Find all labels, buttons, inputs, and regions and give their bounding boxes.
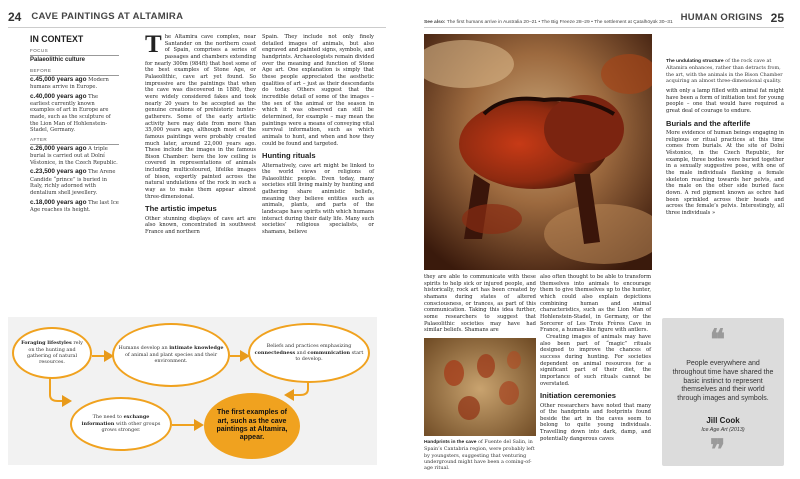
column-1 — [145, 31, 256, 236]
quote-text: People everywhere and throughout time have shared the basic instinct to represent themselves and their world through images and symbols. — [672, 360, 774, 402]
right-running-head: HUMAN ORIGINS — [680, 12, 763, 24]
paragraph: they are able to communicate with these spirits to help sick or injured people, and historically, rock art has been created by shamans during states of altered consciousness, or trances, as part of this communication. Taking this idea further, some researchers to suggest that Palaeolithic societies may have had similar beliefs. Shamans are — [424, 274, 536, 334]
flowchart — [8, 317, 377, 465]
in-context-title: IN CONTEXT — [30, 34, 84, 44]
quote-source: Ice Age Art (2013) — [701, 427, 745, 433]
handprints-photo — [424, 338, 536, 436]
flow-node-first-art: The first examples of art, such as the cave paintings at Altamira, appear. — [204, 393, 300, 459]
see-also-label: See also: — [424, 19, 446, 25]
flow-node-knowledge: Humans develop an intimate knowledge of animal and plant species and their environment. — [112, 323, 230, 387]
open-quote-icon: ❝ — [710, 323, 726, 356]
see-also-text: The first humans arrive in Australia 20–21 • The Big Freeze 28–29 • The settlement at Çatalhöyük 30–31 — [446, 19, 673, 25]
column-5 — [666, 58, 784, 217]
bison-chamber-photo — [424, 34, 652, 270]
drop-cap: T — [145, 31, 162, 58]
heading-initiation-ceremonies: Initiation ceremonies — [540, 391, 616, 401]
paragraph: Alternatively, cave art might be linked to the world views or religions of Palaeolithic people. Even today, many societies still living mainly by hunting and gathering share animistic beliefs, meaning they believe entities such as animals, plants, and parts of the landscape have spirits with which humans interact during their daily life. Many such societies’ religious specialists, or shamans, believe — [262, 162, 374, 236]
after-label: AFTER — [30, 137, 119, 145]
handprints-image — [424, 338, 536, 436]
paragraph: Other researchers have noted that many of the handprints and footprints found beside the art in the caves seem to belong to quite young individuals. Travelling down into dark, damp, and potentially dangerous caves — [540, 402, 651, 442]
handprints-caption: Handprints in the cave of Fuente del Salin, in Spain’s Cantabria region, were probably left by youngsters, suggesting that venturing underground might have been a coming-of-age ritual. — [424, 439, 535, 472]
left-running-head: CAVE PAINTINGS AT ALTAMIRA — [31, 11, 184, 23]
paragraph: More evidence of human beings engaging in religious or ritual practices at this time comes from burials. At the site of Dolní Věstonice, in the Czech Republic, for example, three bodies were buried together in a sexually suggestive pose, with one of the male individuals flanking a female skeleton reaching towards her pelvis, and the male on the other side buried face down. A red pigment known as ochre had been sprinkled across their heads and across the female’s pelvis. Interestingly, all three individuals » — [666, 130, 784, 216]
flow-node-exchange: The need to exchange information with other groups grows stronger. — [70, 397, 172, 451]
bison-caption: The undulating structure of the rock cave at Altamira enhances, rather than detracts from, the art, with the animals in the Bison Chamber acquiring an almost three-dimensional quality. — [666, 58, 783, 84]
paragraph: also often thought to be able to transform themselves into animals to encourage them to give themselves up to the hunter, which could also explain depictions combining human and animal characteristics, such as the Lion Man of Hohlenstein-Stadel, in Germany, or the Sorcerer of Les Trois Frères Cave in France, a human-like figure with antlers. — [540, 274, 651, 334]
after-item: c.23,500 years ago The Arene Candide “prince” is buried in Italy, richly adorned with dentalium shell jewellery. — [30, 168, 116, 196]
column-2 — [262, 34, 374, 236]
arrow-1-4 — [50, 378, 70, 401]
left-page-number: 24 — [8, 9, 22, 24]
heading-burials: Burials and the afterlife — [666, 118, 751, 128]
column-4 — [540, 274, 651, 442]
in-context-box — [30, 34, 119, 215]
heading-hunting-rituals: Hunting rituals — [262, 151, 316, 161]
paragraph: Creating images of animals may have also been part of “magic” rituals designed to improve the chances of success during hunting. For societies dependent on animal resources for a significant part of their diet, the importance of such rituals cannot be overstated. — [540, 333, 651, 387]
column-3 — [424, 274, 536, 334]
quote-author: Jill Cook — [706, 416, 740, 425]
paragraph: Other stunning displays of cave art are also known, concentrated in southwest France and northern — [145, 215, 256, 236]
focus-label: FOCUS — [30, 48, 119, 56]
paragraph: with only a lamp filled with animal fat might have been a form of initiation test for young people – one that would have required a great deal of courage to endure. — [666, 88, 784, 115]
flow-node-beliefs: Beliefs and practices emphasizing connectedness and communication start to develop. — [248, 323, 370, 383]
left-running-header — [8, 8, 386, 28]
right-page-number: 25 — [770, 10, 784, 25]
right-running-header — [424, 12, 784, 28]
flow-node-foraging: Foraging lifestyles rely on the hunting and gathering of natural resources. — [12, 327, 92, 379]
see-also — [424, 20, 673, 27]
focus-value: Palaeolithic culture — [30, 57, 86, 64]
before-item: c.40,000 years ago The earliest currently known examples of art in Europe are made, such as the sculpture of the Lion Man of Hohlenstein-Stadel, Germany. — [30, 92, 111, 134]
quote-box — [662, 318, 784, 466]
after-item: c.18,000 years ago The last Ice Age reaches its height. — [30, 198, 119, 213]
after-item: c.26,000 years ago A triple burial is carried out at Dolní Věstonice, in the Czech Republic. — [30, 144, 118, 166]
close-quote-icon: ❞ — [710, 433, 726, 466]
paragraph: Spain. They include not only finely detailed images of animals, but also engraved and painted signs, symbols, and handprints. Archaeologists remain divided over the meaning and function of Stone Age art. One explanation is simply that these people appreciated the aesthetic qualities of art – just as their descendants do today. Others suggest that the incredible detail of some of the images – the sex of the animal or the season in which it was observed can still be determined, for example – may mean the paintings were a means of conveying vital survival information, such as which animals to hunt, and when and how they could be found and targeted. — [262, 34, 375, 147]
before-label: BEFORE — [30, 68, 119, 76]
heading-artistic-impetus: The artistic impetus — [145, 204, 217, 214]
before-item: c.45,000 years ago Modern humans arrive in Europe. — [30, 75, 109, 90]
paragraph: The Altamira cave complex, near Santander on the northern coast of Spain, comprises a series of passages and chambers extending for nearly 300m (984ft) that host some of the best examples of Stone Age, or Palaeolithic, cave art yet found. So impressive are the paintings that when the cave was discovered in 1880, they were widely considered fakes and took nearly 20 years to be accepted as the genuine creations of prehistoric hunter-gatherers. Some of the early artistic activity here may date from more than 35,000 years ago, although most of the famous paintings were probably created much later, around 22,000 years ago. These include the images in the famous Bison Chamber: here the low ceiling is covered in representations of animals including multicoloured, lifelike images of bison, expertly painted across the natural undulations of the rock in such a way as to make them appear almost three-dimensional. — [145, 31, 256, 200]
bison-painting-image — [424, 34, 652, 270]
